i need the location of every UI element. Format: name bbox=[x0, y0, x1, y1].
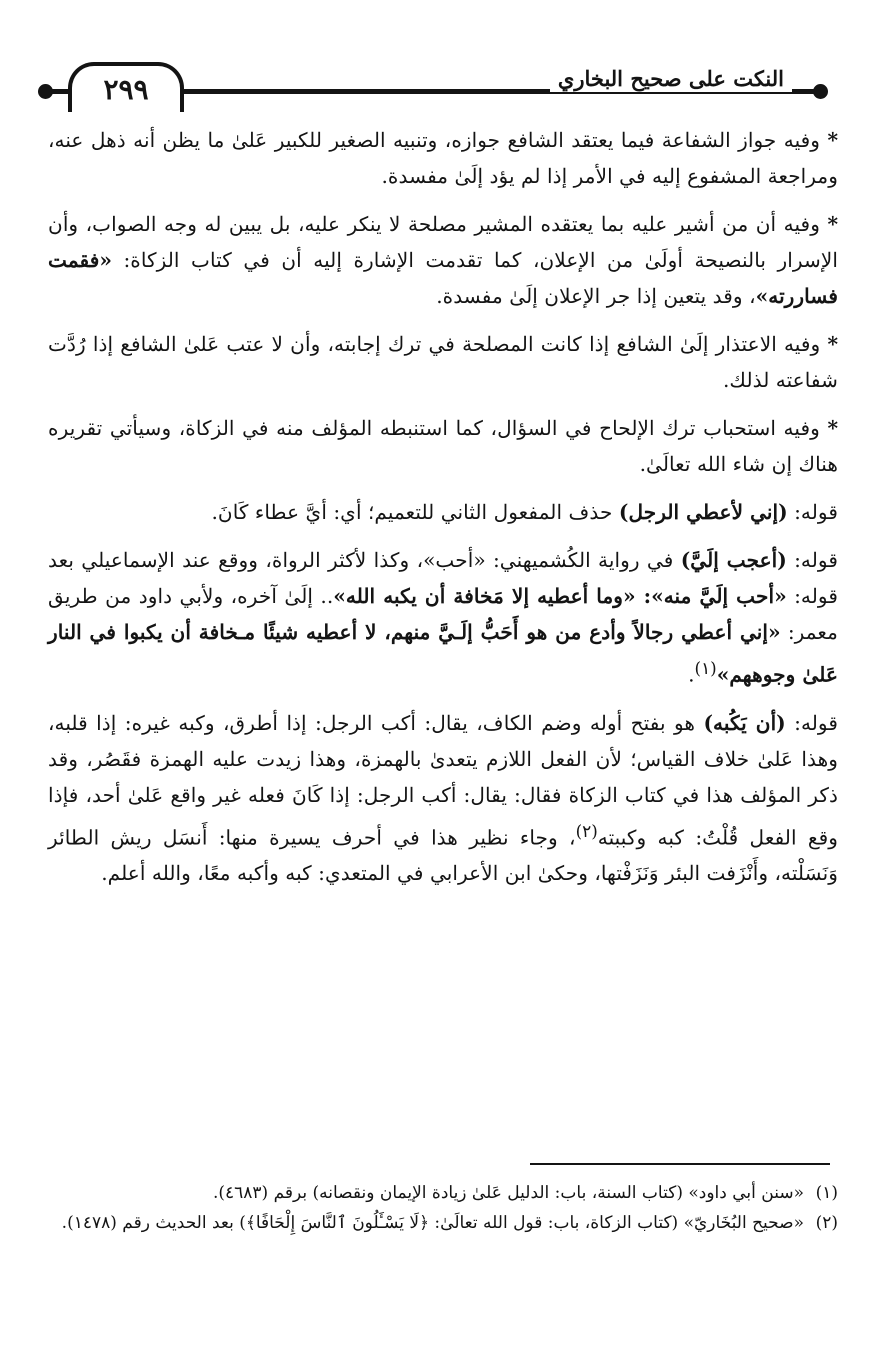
header-dot-left bbox=[38, 84, 53, 99]
header-dot-right bbox=[813, 84, 828, 99]
bullet-star: * bbox=[827, 128, 838, 152]
paragraph-3 bbox=[48, 326, 838, 398]
lead-word: قوله: bbox=[786, 548, 838, 572]
quoted-hadith: «إني أعطي رجالاً وأدع من هو أَحَبُّ إلَـيَّ منهم، لا أعطيه شيئًا مـخافة أن يكبوا في النار عَلىٰ وجوههم» bbox=[48, 620, 838, 687]
footnote-2 bbox=[48, 1208, 838, 1238]
key-phrase: (أعجب إلَيَّ) bbox=[680, 548, 787, 572]
lead-word: قوله: bbox=[785, 710, 838, 735]
running-title: النكت على صحيح البخاري bbox=[550, 66, 792, 92]
lead-word: قوله: bbox=[787, 500, 838, 524]
key-phrase: (أن يَكُبه) bbox=[703, 710, 786, 735]
footnote-ref: (١) bbox=[694, 658, 717, 678]
paragraph-text: وفيه جواز الشفاعة فيما يعتقد الشافع جوازه، وتنبيه الصغير للكبير عَلىٰ ما يظن أنه ذهل عنه، ومراجعة المشفوع إليه في الأمر إذا لم يؤد إلَىٰ مفسدة. bbox=[48, 128, 838, 188]
footnote-number: (١) bbox=[815, 1183, 838, 1203]
page-header bbox=[38, 58, 828, 122]
paragraph-text: حذف المفعول الثاني للتعميم؛ أي: أيَّ عطاء كَانَ. bbox=[211, 500, 619, 524]
paragraph-2 bbox=[48, 206, 838, 314]
footnote-text: «سنن أبي داود» (كتاب السنة، باب: الدليل عَلىٰ زيادة الإيمان ونقصانه) برقم (٤٦٨٣). bbox=[212, 1183, 804, 1203]
quoted-hadith: «فقمت فساررته» bbox=[48, 248, 838, 308]
footnote-text: «صحيح البُخَاريّ» (كتاب الزكاة، باب: قول الله تعالَىٰ: ﴿لَا يَسْـَٔلُونَ ٱلنَّاسَ إِلْحَافًا﴾) بعد الحديث رقم (١٤٧٨). bbox=[61, 1213, 804, 1233]
bullet-star: * bbox=[827, 212, 839, 236]
bullet-star: * bbox=[827, 332, 838, 356]
paragraph-7 bbox=[48, 705, 838, 892]
footnote-divider bbox=[530, 1163, 830, 1165]
paragraph-4 bbox=[48, 410, 838, 482]
paragraph-text: هو بفتح أوله وضم الكاف، يقال: أكب الرجل: إذا أطرق، وكبه غيره: إذا قلبه، وهذا عَلىٰ خلاف القياس؛ لأن الفعل اللازم يتعدىٰ بالهمزة، وهذا زيدت عليه الهمزة فقَصُر، وقد ذكر المؤلف هذا في كتاب الزكاة فقال: يقال: أكب الرجل: إذا كَانَ فعله غير واقع عَلىٰ أحد، فإذا وقع الفعل قُلْتُ: كبه وكببته bbox=[48, 710, 838, 850]
paragraph-text: ، وقد يتعين إذا جر الإعلان إلَىٰ مفسدة. bbox=[436, 284, 756, 308]
paragraph-text: . bbox=[688, 662, 695, 687]
footnote-number: (٢) bbox=[815, 1213, 838, 1233]
page-number: ٢٩٩ bbox=[68, 62, 184, 112]
paragraph-6 bbox=[48, 542, 838, 693]
bullet-star: * bbox=[827, 416, 838, 440]
paragraph-text: .. إلَىٰ آخره، ولأبي داود من طريق معمر: bbox=[48, 584, 838, 644]
paragraph-text: ، وجاء نظير هذا في أحرف يسيرة منها: أَنسَل ريش الطائر وَنَسَلْته، وأَنْزَفت البئر وَنَزَفْتها، وحكىٰ ابن الأعرابي في المتعدي: كبه وأكبه معًا، والله أعلم. bbox=[48, 825, 838, 886]
paragraph-5 bbox=[48, 494, 838, 530]
quoted-hadith: «أحب إلَيَّ منه»: «وما أعطيه إلا مَخافة أن يكبه الله» bbox=[333, 584, 787, 608]
paragraph-1 bbox=[48, 122, 838, 194]
main-text bbox=[48, 122, 838, 903]
footnote-1 bbox=[48, 1178, 838, 1208]
footnote-ref: (٢) bbox=[575, 820, 598, 841]
paragraph-text: وفيه استحباب ترك الإلحاح في السؤال، كما استنبطه المؤلف منه في الزكاة، وسيأتي تقريره هناك إن شاء الله تعالَىٰ. bbox=[48, 416, 838, 476]
paragraph-text: في رواية الكُشميهني: «أحب»، وكذا لأكثر الرواة، ووقع عند الإسماعيلي بعد قوله: bbox=[48, 548, 838, 608]
footnotes bbox=[48, 1178, 838, 1238]
key-phrase: (إني لأعطي الرجل) bbox=[618, 500, 788, 524]
paragraph-text: وفيه أن من أشير عليه بما يعتقده المشير مصلحة لا ينكر عليه، بل يبين له وجه الصواب، وأن الإسرار بالنصيحة أولَىٰ من الإعلان، كما تقدمت الإشارة إليه أن في كتاب الزكاة: bbox=[48, 212, 838, 272]
paragraph-text: وفيه الاعتذار إلَىٰ الشافع إذا كانت المصلحة في ترك إجابته، وأن لا عتب عَلىٰ الشافع إذا رُدَّت شفاعته لذلك. bbox=[48, 332, 838, 392]
